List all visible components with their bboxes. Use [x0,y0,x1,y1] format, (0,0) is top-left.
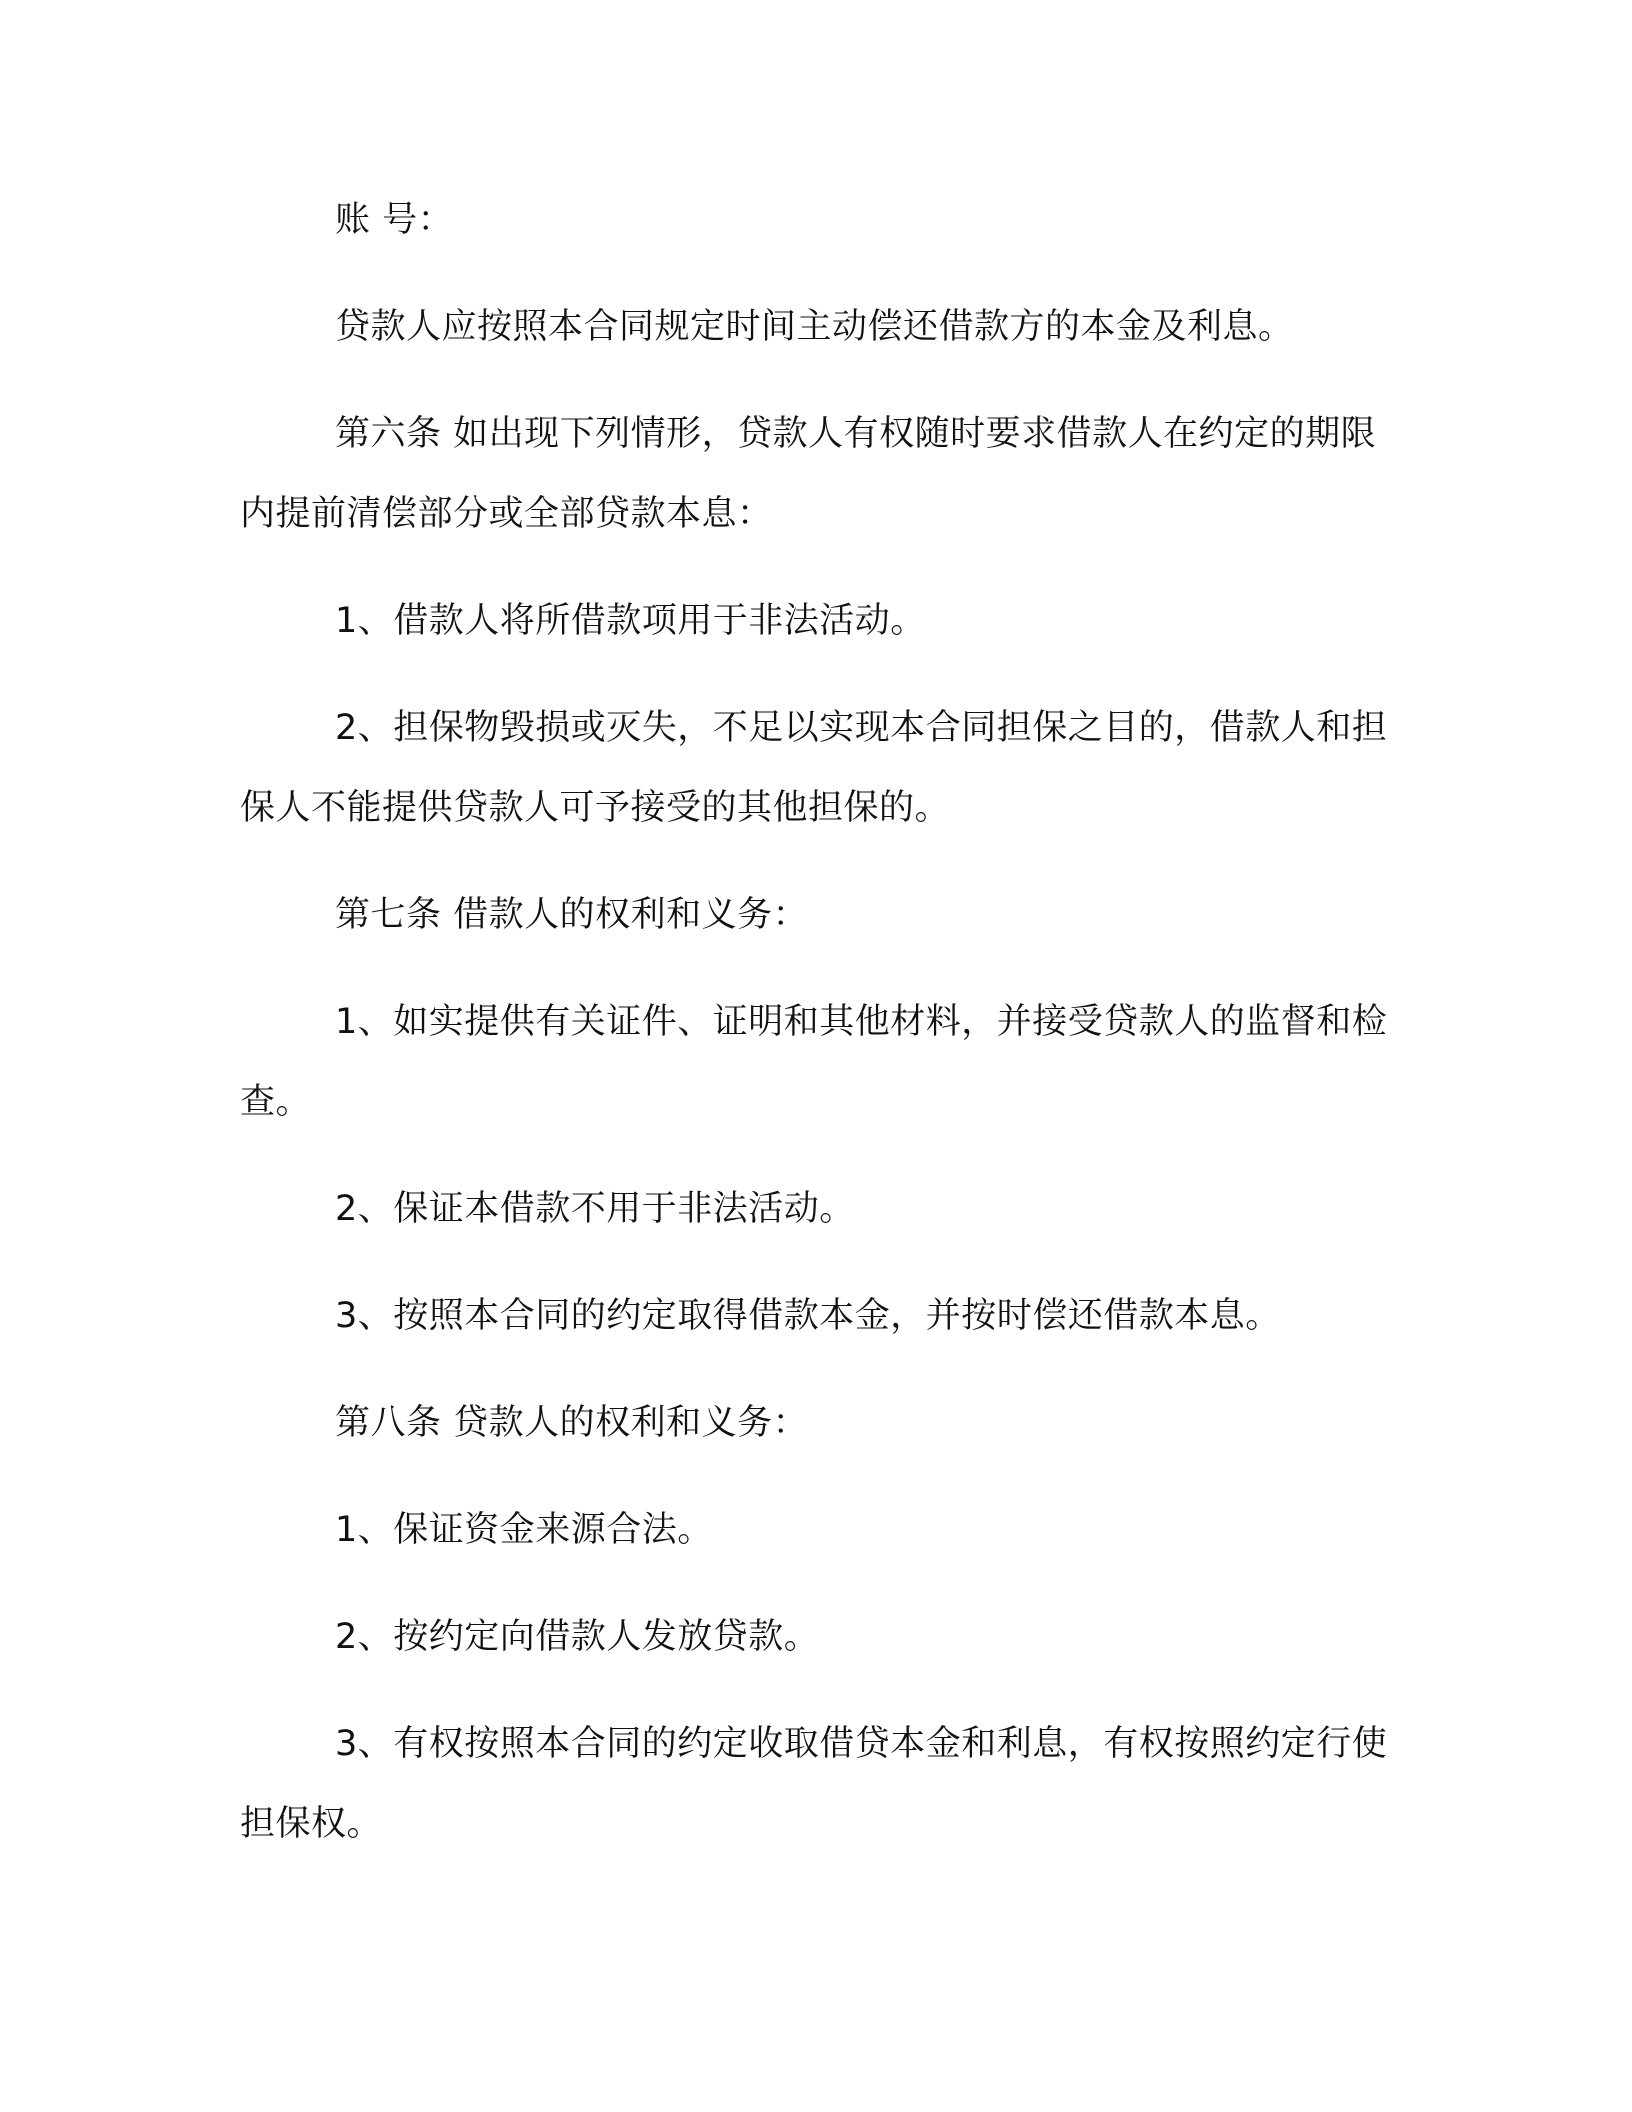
paragraph-article-7-item-2: 2、保证本借款不用于非法活动。 [335,1189,855,1229]
paragraph-article-7-item-3: 3、按照本合同的约定取得借款本金，并按时偿还借款本息。 [335,1296,1281,1336]
paragraph-article-8-item-1: 1、保证资金来源合法。 [335,1510,713,1550]
paragraph-article-6: 第六条 如出现下列情形，贷款人有权随时要求借款人在约定的期限内提前清偿部分或全部贷款本息： [240,414,1377,534]
paragraph-account: 账 号： [335,200,454,240]
paragraph-article-8-item-3: 3、有权按照本合同的约定收取借贷本金和利息，有权按照约定行使担保权。 [240,1724,1388,1844]
document-body [240,180,1390,1891]
paragraph-article-8-item-2: 2、按约定向借款人发放贷款。 [335,1617,820,1657]
paragraph-article-8: 第八条 贷款人的权利和义务： [335,1403,809,1443]
paragraph-article-7: 第七条 借款人的权利和义务： [335,895,809,935]
paragraph-article-6-item-1: 1、借款人将所借款项用于非法活动。 [335,601,926,641]
paragraph-article-6-item-2: 2、担保物毁损或灭失，不足以实现本合同担保之目的，借款人和担保人不能提供贷款人可予接受的其他担保的。 [240,708,1388,828]
paragraph-repayment: 贷款人应按照本合同规定时间主动偿还借款方的本金及利息。 [335,307,1294,347]
paragraph-article-7-item-1: 1、如实提供有关证件、证明和其他材料，并接受贷款人的监督和检查。 [240,1002,1388,1122]
